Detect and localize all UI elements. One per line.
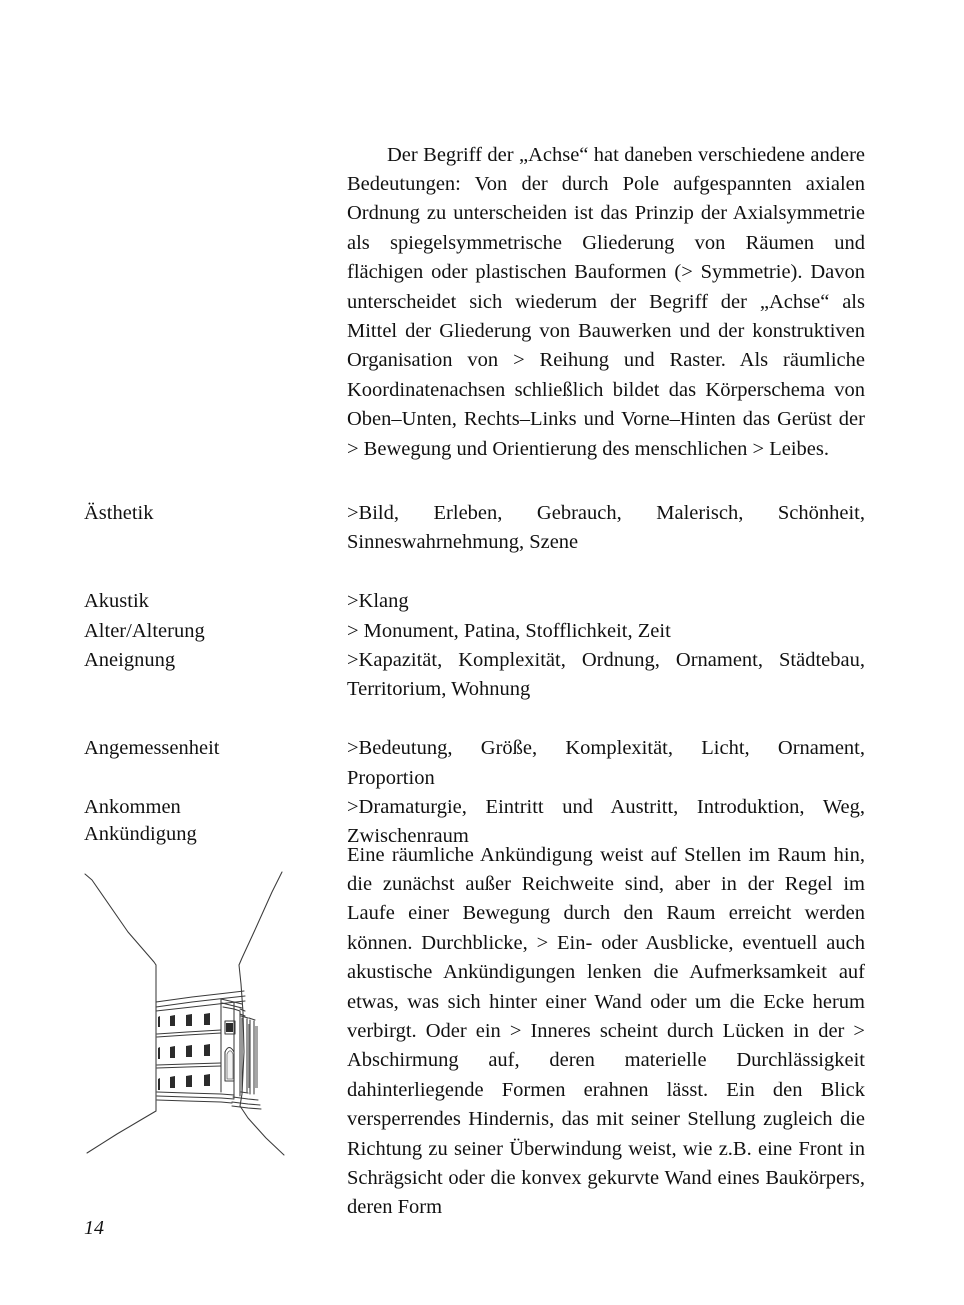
- left-wall-outline: [85, 874, 156, 1153]
- glossary-references: > Monument, Patina, Stofflichkeit, Zeit: [347, 619, 671, 642]
- glossary-row: [84, 617, 865, 646]
- glossary-term: Aneignung: [84, 649, 176, 672]
- building-projecting-block: [221, 999, 242, 1098]
- right-wall-outline: [239, 872, 284, 1155]
- glossary-spacer: [84, 705, 865, 734]
- glossary-references: >Kapazität, Komplexität, Ordnung, Ornament, Städtebau, Territorium, Wohnung: [347, 649, 865, 701]
- glossary-list: [84, 499, 865, 852]
- illustration-building-through-gap: [82, 866, 306, 1162]
- building-main-facade: [156, 991, 245, 1103]
- page-number: 14: [84, 1217, 104, 1239]
- glossary-term: Ankommen: [84, 796, 181, 819]
- glossary-spacer: [84, 558, 865, 587]
- glossary-references: >Bedeutung, Größe, Komplexität, Licht, Ornament, Proportion: [347, 737, 865, 789]
- glossary-references: >Klang: [347, 590, 409, 613]
- entry-term-ankuendigung: Ankündigung: [84, 823, 197, 845]
- glossary-references: >Bild, Erleben, Gebrauch, Malerisch, Schönheit, Sinneswahrnehmung, Szene: [347, 502, 865, 554]
- glossary-term: Ästhetik: [84, 502, 154, 524]
- glossary-row: [84, 734, 865, 793]
- glossary-term: Alter/Alterung: [84, 619, 205, 642]
- glossary-row: [84, 499, 865, 558]
- glossary-term: Angemessenheit: [84, 737, 220, 760]
- glossary-row: [84, 587, 865, 616]
- intro-paragraph: Der Begriff der „Achse“ hat daneben verschiedene andere Bedeutungen: Von der durch Pole aufgespannten axialen Ordnung zu unterscheiden ist das Prinzip der Axialsymmetrie als spiegelsymmetrische Gliederung von Räumen und flächigen oder plastischen Bauformen (> Symmetrie). Davon unterscheidet sich wiederum der Begriff der „Achse“ als Mittel der Gliederung von Bauwerken und der konstruktiven Organisation von > Reihung und Raster. Als räumliche Koordinatenachsen schließlich bildet das Körperschema von Oben–Unten, Rechts–Links und Vorne–Hinten das Gerüst der > Bewegung und Orientierung des menschlichen > Leibes.: [347, 143, 865, 460]
- glossary-references: >Dramaturgie, Eintritt und Austritt, Introduktion, Weg, Zwischenraum: [347, 796, 865, 848]
- glossary-row: [84, 646, 865, 705]
- building-portico-columns: [232, 1009, 261, 1109]
- glossary-term: Akustik: [84, 590, 149, 613]
- entry-body-text: Eine räumliche Ankündigung weist auf Stellen im Raum hin, die zunächst außer Reichweite sind, aber in der Regel im Laufe einer Bewegung durch den Raum erreicht werden können. Durchblicke, > Ein- oder Ausblicke, eventuell auch akustische Ankündigungen lenken die Aufmerksamkeit auf etwas, was sich hinter einer Wand oder um die Ecke herum verbirgt. Oder ein > Inneres scheint durch Lücken in der > Abschirmung auf, deren materielle Durchlässigkeit dahinterliegende Formen erahnen lässt. Ein den Blick versperrendes Hindernis, das mit seiner Stellung zugleich die Richtung zu seiner Überwindung weist, wie z.B. eine Front in Schrägsicht oder die konvex gekurvte Wand eines Baukörpers, deren Form: [347, 843, 865, 1219]
